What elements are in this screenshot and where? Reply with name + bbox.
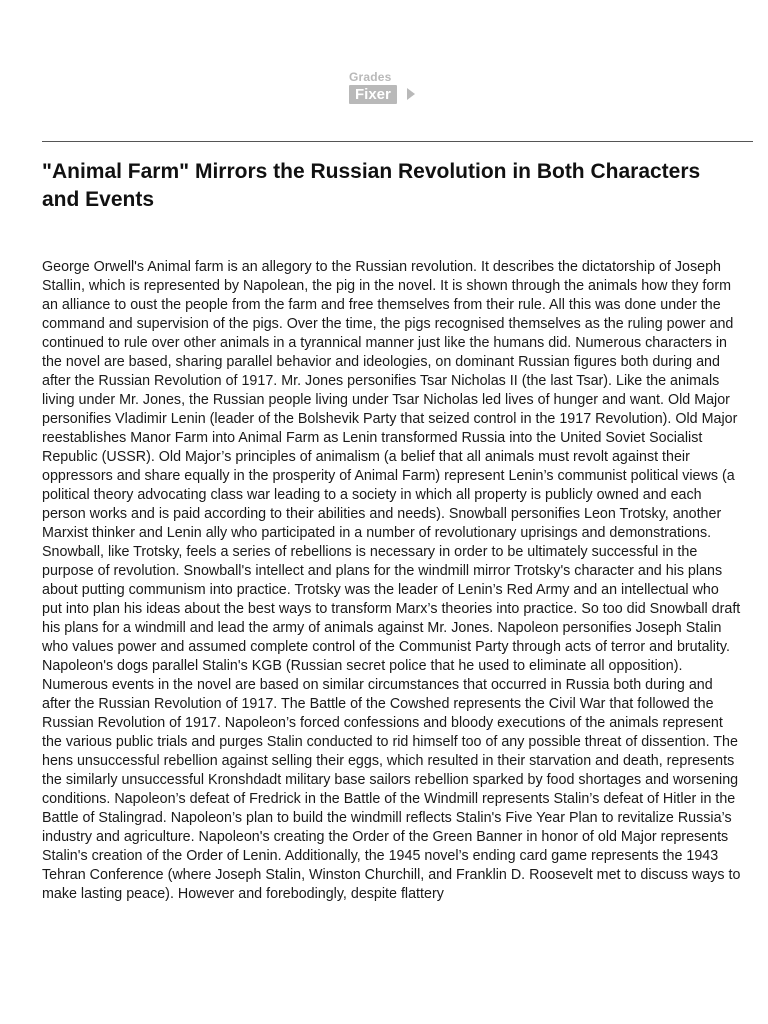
document-title: "Animal Farm" Mirrors the Russian Revolution in Both Characters and Events: [42, 160, 701, 211]
document-body: George Orwell's Animal farm is an allegory to the Russian revolution. It describes the dictatorship of Joseph Stallin, which is represented by Napolean, the pig in the novel. It is shown through the animals how they form an alliance to oust the people from the farm and free themselves from their rule. All this was done under the command and supervision of the pigs. Over the time, the pigs recognised themselves as the ruling power and continued to rule over other animals in a tyrannical manner just like the humans did. Numerous characters in the novel are based, sharing parallel behavior and ideologies, on dominant Russian figures both during and after the Russian Revolution of 1917. Mr. Jones personifies Tsar Nicholas II (the last Tsar). Like the animals living under Mr. Jones, the Russian people living under Tsar Nicholas led lives of hunger and want. Old Major personifies Vladimir Lenin (leader of the Bolshevik Party that seized control in the 1917 Revolution). Old Major reestablishes Manor Farm into Animal Farm as Lenin transformed Russia into the United Soviet Socialist Republic (USSR). Old Major’s principles of animalism (a belief that all animals must revolt against their oppressors and share equally in the prosperity of Animal Farm) represent Lenin’s communist political views (a political theory advocating class war leading to a society in which all property is publicly owned and each person works and is paid according to their abilities and needs). Snowball personifies Leon Trotsky, another Marxist thinker and Lenin ally who participated in a number of revolutionary uprisings and demonstrations. Snowball, like Trotsky, feels a series of rebellions is necessary in order to be ultimately successful in the purpose of revolution. Snowball's intellect and plans for the windmill mirror Trotsky's character and his plans about putting communism into practice. Trotsky was the leader of Lenin’s Red Army and an intellectual who put into plan his ideas about the best ways to transform Marx’s theories into practice. So too did Snowball draft his plans for a windmill and lead the army of animals against Mr. Jones. Napoleon personifies Joseph Stalin who values power and assumed complete control of the Communist Party through acts of terror and brutality. Napoleon's dogs parallel Stalin's KGB (Russian secret police that he used to eliminate all opposition). Numerous events in the novel are based on similar circumstances that occurred in Russia both during and after the Russian Revolution of 1917. The Battle of the Cowshed represents the Civil War that followed the Russian Revolution of 1917. Napoleon’s forced confessions and bloody executions of the animals represent the various public trials and purges Stalin conducted to rid himself too of any possible threat of dissention. The hens unsuccessful rebellion against selling their eggs, which resulted in their starvation and death, represents the similarly unsuccessful Kronshdadt military base sailors rebellion sparked by food shortages and worsening conditions. Napoleon’s defeat of Fredrick in the Battle of the Windmill represents Stalin’s defeat of Hitler in the Battle of Stalingrad. Napoleon’s plan to build the windmill reflects Stalin's Five Year Plan to revitalize Russia’s industry and agriculture. Napoleon's creating the Order of the Green Banner in honor of old Major represents Stalin's creation of the Order of Lenin. Additionally, the 1945 novel’s ending card game represents the 1943 Tehran Conference (where Joseph Stalin, Winston Churchill, and Franklin D. Roosevelt met to discuss ways to make lasting peace). However and forebodingly, despite flattery: [42, 259, 741, 902]
logo-box-text: Fixer: [349, 85, 397, 104]
gradesfixer-logo: [349, 70, 421, 110]
logo-arrow-icon: [407, 88, 415, 100]
header-divider: [42, 141, 753, 142]
logo-top-text: Grades: [349, 70, 392, 84]
